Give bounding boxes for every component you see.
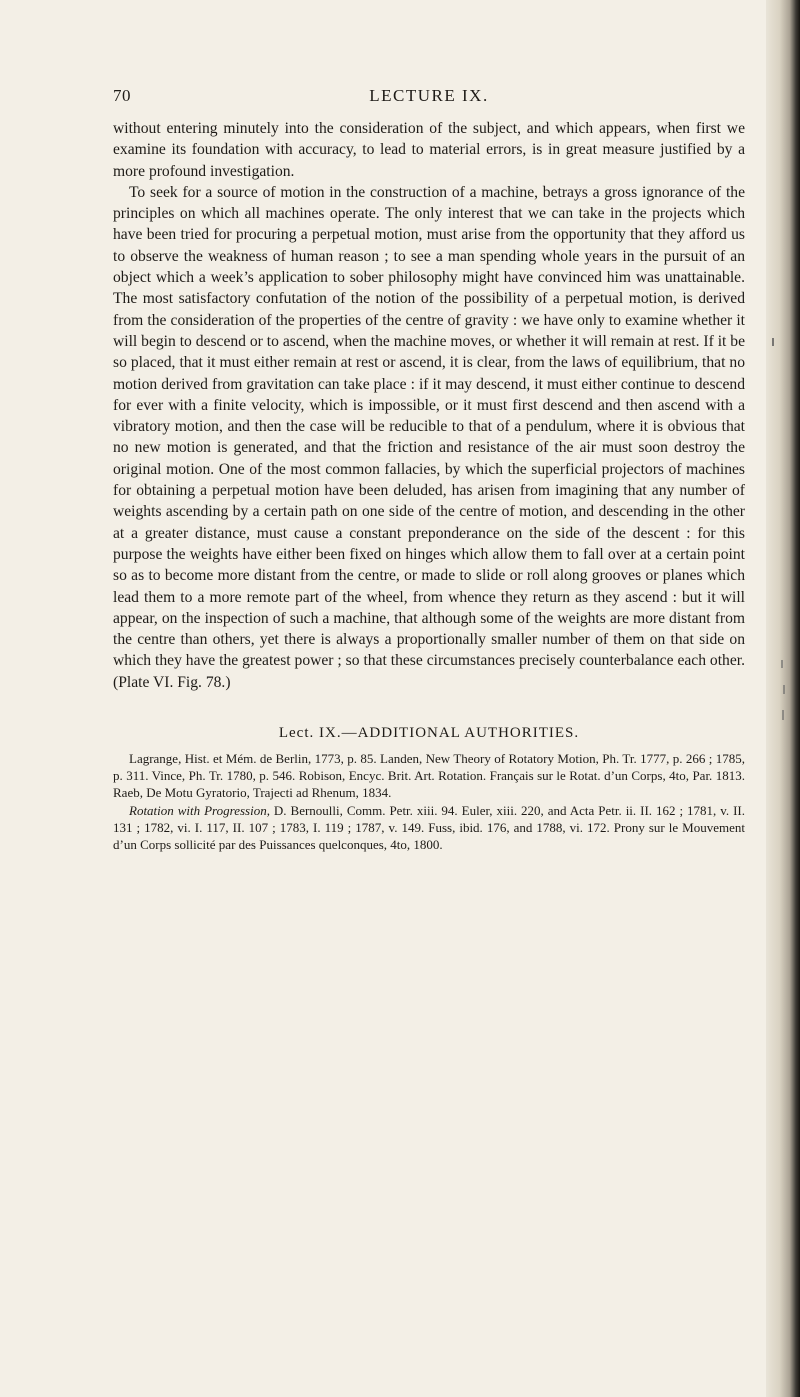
running-head — [113, 86, 745, 108]
margin-marks-decoration — [770, 330, 788, 750]
authorities-heading: Lect. IX.—ADDITIONAL AUTHORITIES. — [278, 725, 580, 742]
authorities-list — [113, 750, 745, 853]
authority-entry: Lagrange, Hist. et Mém. de Berlin, 1773, p. 85. Landen, New Theory of Rotatory Motion, Ph. Tr. 1777, p. 266 ; 1785, p. 311. Vince, Ph. Tr. 1780, p. 546. Robison, Encyc. Brit. Art. Rotation. Français sur le Rotat. d’un Corps, 4to, Par. 1813. Raeb, De Motu Gyratorio, Trajecti ad Rhenum, 1834. — [113, 751, 745, 801]
authority-entry-label: Rotation with Progression, — [129, 802, 270, 818]
book-page — [113, 86, 745, 853]
body-text — [113, 118, 745, 693]
paragraph-perpetual-motion: To seek for a source of motion in the construction of a machine, betrays a gross ignorance of the principles on which all machines operate. The only interest that we can take in the projects which have been tried for procuring a perpetual motion, must arise from the opportunity that they afford us to observe the weakness of human reason ; to see a man spending whole years in the pursuit of an object which a week’s application to sober philosophy might have convinced him was unattainable. The most satisfactory confutation of the notion of the possibility of a perpetual motion, is derived from the consideration of the properties of the centre of gravity : we have only to examine whether it will begin to descend or to ascend, when the machine moves, or whether it will remain at rest. If it be so placed, that it must either remain at rest or ascend, it is clear, from the laws of equilibrium, that no motion derived from gravitation can take place : if it may descend, it must either continue to descend for ever with a finite velocity, which is impossible, or it must first descend and then ascend with a vibratory motion, and then the case will be reducible to that of a pendulum, where it is obvious that no new motion is generated, and that the friction and resistance of the air must soon destroy the original motion. One of the most common fallacies, by which the superficial projectors of machines for obtaining a perpetual motion have been deluded, has arisen from imagining that any number of weights ascending by a certain path on one side of the centre of motion, and descending in the other at a greater distance, must cause a constant preponderance on the side of the descent : for this purpose the weights have either been fixed on hinges which allow them to fall over at a certain point so as to become more distant from the centre, or made to slide or roll along grooves or planes which lead them to a more remote part of the wheel, from whence they return as they ascend : but it will appear, on the inspection of such a machine, that although some of the weights are more distant from the centre than others, yet there is always a proportionally smaller number of them on that side on which they have the greatest power ; so that these circumstances precisely counterbalance each other. (Plate VI. Fig. 78.) — [113, 183, 745, 691]
authority-entry-text: D. Bernoulli, Comm. Petr. xiii. 94. Euler, xiii. 220, and Acta Petr. ii. II. 162 ; 1781, v. II. 131 ; 1782, vi. I. 117, II. 107 ; 1783, I. 119 ; 1787, v. 149. Fuss, ibid. 176, and 1788, vi. 172. Prony sur le Mouvement d’un Corps sollicité par des Puissances quelconques, 4to, 1800. — [113, 802, 746, 853]
page-edge-shadow — [766, 0, 800, 1397]
paragraph-continuation: without entering minutely into the consideration of the subject, and which appears, when first we examine its foundation with accuracy, to lead to material errors, is in great measure justified by a more profound investigation. — [113, 120, 745, 180]
lecture-title: LECTURE IX. — [369, 86, 489, 105]
authority-entry — [113, 802, 745, 854]
page-number: 70 — [113, 86, 131, 105]
